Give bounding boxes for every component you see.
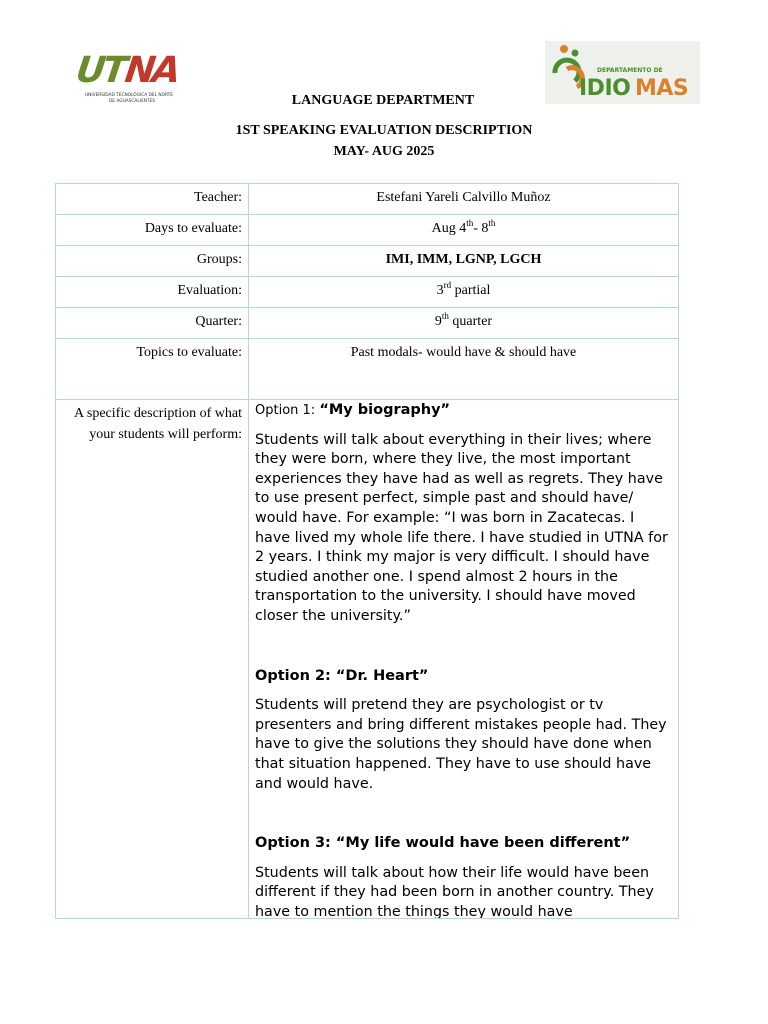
table-row-teacher (56, 184, 679, 215)
days-value: Aug 4th- 8th (249, 215, 679, 246)
groups-label: Groups: (56, 246, 249, 277)
svg-text:UT: UT (70, 48, 131, 91)
description-label: A specific description of what your students will perform: (56, 400, 249, 919)
topics-value: Past modals- would have & should have (249, 339, 679, 400)
table-row-quarter (56, 308, 679, 339)
table-row-description (56, 400, 679, 919)
teacher-value: Estefani Yareli Calvillo Muñoz (249, 184, 679, 215)
evaluation-title: 1ST SPEAKING EVALUATION DESCRIPTION (235, 123, 533, 138)
option-1-text: Students will talk about everything in their lives; where they were born, where they live, the most important experiences they have had as well as regrets. They have to use present perfect, simple past and should have/ would have. For example: “I was born in Zacatecas. I have lived my whole life there. I have studied in UTNA for 2 years. I think my major is very difficult. I should have studied another one. I spend almost 2 hours in the transportation to the university. I should have moved closer the university.” (255, 431, 668, 624)
table-row-days (56, 215, 679, 246)
evaluation-label: Evaluation: (56, 277, 249, 308)
svg-text:NA: NA (118, 48, 185, 91)
department-heading: LANGUAGE DEPARTMENT (291, 93, 475, 108)
teacher-label: Teacher: (56, 184, 249, 215)
quarter-label: Quarter: (56, 308, 249, 339)
groups-value: IMI, IMM, LGNP, LGCH (249, 246, 679, 277)
table-row-groups (56, 246, 679, 277)
option-2-title: Option 2: “Dr. Heart” (255, 667, 429, 684)
svg-text:MAS: MAS (635, 76, 689, 101)
option-3-title: Option 3: “My life would have been different” (255, 835, 631, 852)
svg-text:IDIO: IDIO (579, 76, 631, 101)
days-label: Days to evaluate: (56, 215, 249, 246)
option-2-text: Students will pretend they are psychologist or tv presenters and bring different mistakes people had. They have to give the solutions they should have done when that situation happened. They have to use should have and would have. (255, 697, 667, 792)
option-1-title: Option 1: “My biography” (255, 402, 451, 418)
topics-label: Topics to evaluate: (56, 339, 249, 400)
evaluation-table (55, 183, 679, 919)
evaluation-value: 3rd partial (249, 277, 679, 308)
description-content (249, 400, 679, 919)
option-3-text: Students will talk about how their life would have been different if they had been born in another country. They have to mention the things they would have (255, 864, 654, 918)
svg-text:DE AGUASCALIENTES: DE AGUASCALIENTES (109, 99, 155, 104)
table-row-topics (56, 339, 679, 400)
svg-text:UNIVERSIDAD TECNOLÓGICA DEL NO: UNIVERSIDAD TECNOLÓGICA DEL NORTE (85, 93, 173, 98)
table-row-evaluation (56, 277, 679, 308)
svg-text:DEPARTAMENTO DE: DEPARTAMENTO DE (597, 67, 663, 74)
evaluation-period: MAY- AUG 2025 (333, 144, 435, 159)
quarter-value: 9th quarter (249, 308, 679, 339)
